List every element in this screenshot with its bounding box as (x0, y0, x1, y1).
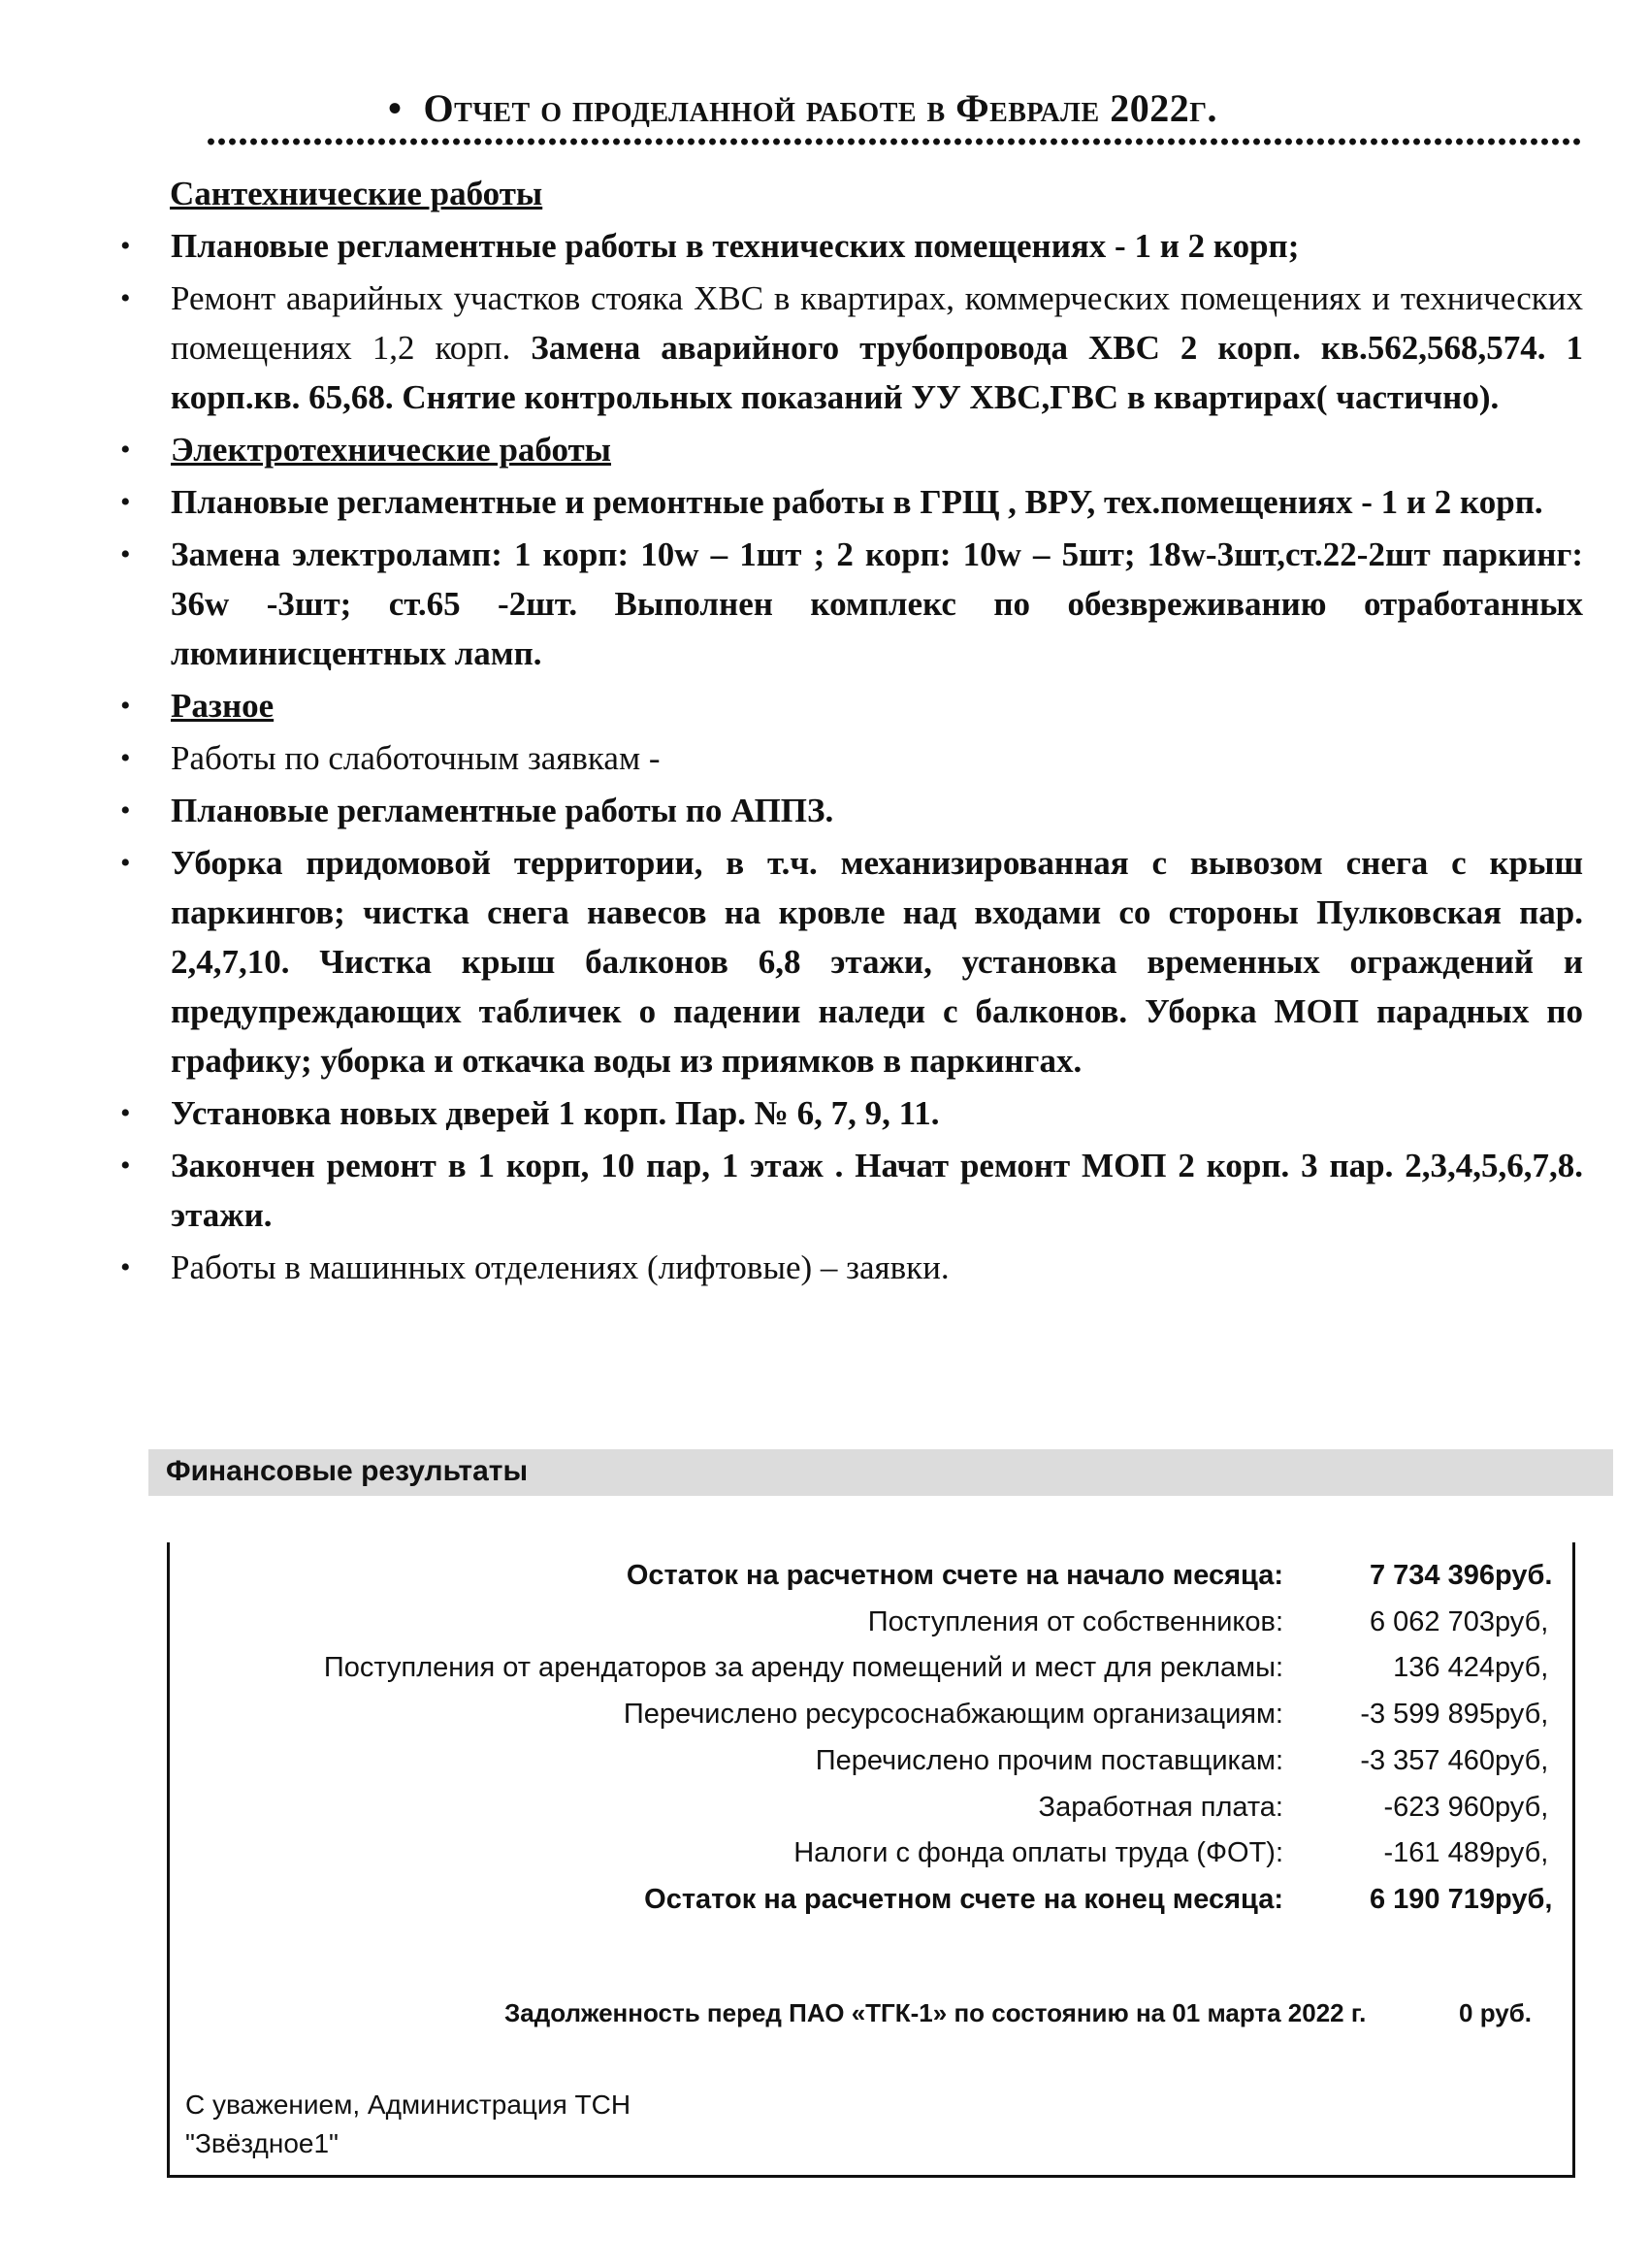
finance-row-amount: 7 734 396 (1369, 1560, 1495, 1591)
finance-box (167, 1542, 1575, 2178)
bullet-icon: • (120, 434, 131, 466)
finance-row (170, 1560, 1572, 1604)
work-item (116, 274, 1583, 422)
finance-row-label: Остаток на расчетном счете на начало месяца: (626, 1560, 1283, 1591)
work-item (116, 1141, 1583, 1240)
finance-row-amount: 6 190 719 (1369, 1884, 1495, 1915)
work-item-text: Работы по слаботочным заявкам - (171, 739, 661, 777)
finance-row (170, 1652, 1572, 1697)
work-item-text: Работы в машинных отделениях (лифтовые) – заявки. (171, 1248, 950, 1286)
finance-row (170, 1745, 1572, 1790)
finance-row-amount: -3 357 460 (1360, 1745, 1495, 1776)
bullet-icon: • (120, 538, 131, 570)
work-item-text: Разное (171, 687, 275, 725)
finance-row-label: Поступления от арендаторов за аренду помещений и мест для рекламы: (323, 1652, 1283, 1683)
work-item (116, 530, 1583, 678)
debt-value: 0 руб. (1459, 1998, 1532, 2027)
finance-row-currency: руб, (1495, 1606, 1549, 1637)
bullet-icon: • (120, 486, 131, 518)
finance-row-amount: -3 599 895 (1360, 1699, 1495, 1730)
signature-line-2: "Звёздное1" (185, 2128, 339, 2158)
bullet-icon: • (120, 282, 131, 314)
bullet-icon: • (120, 230, 131, 262)
finance-row (170, 1699, 1572, 1743)
finance-row-label: Поступления от собственников: (867, 1606, 1283, 1637)
finance-row-amount: -161 489 (1383, 1837, 1495, 1868)
report-title-text: Отчет о проделанной работе в Феврале 2022г. (423, 86, 1218, 130)
finance-row-currency: руб, (1495, 1699, 1549, 1730)
bullet-icon: • (120, 1150, 131, 1182)
work-item-text: Ремонт аварийных участков стояка ХВС в квартирах, коммерческих помещениях и технических помещениях 1,2 корп. (171, 279, 1583, 367)
finance-row-amount: -623 960 (1383, 1792, 1495, 1823)
finance-row-label: Остаток на расчетном счете на конец месяца: (644, 1884, 1283, 1915)
finance-row-currency: руб, (1495, 1837, 1549, 1868)
work-item-text: Замена аварийного трубопровода ХВС 2 корп. кв.562,568,574. 1 корп.кв. 65,68. Снятие контрольных показаний УУ ХВС,ГВС в квартирах( частично). (171, 329, 1583, 416)
bullet-icon: • (120, 847, 131, 879)
finance-row-label: Заработная плата: (1038, 1792, 1283, 1823)
finance-header (148, 1449, 1613, 1496)
finance-row (170, 1837, 1572, 1882)
finance-row-label: Перечислено ресурсоснабжающим организациям: (623, 1699, 1283, 1730)
work-list (116, 221, 1583, 1295)
finance-row (170, 1792, 1572, 1836)
report-title (388, 85, 1217, 131)
title-bullet: • (388, 86, 403, 130)
bullet-icon: • (120, 794, 131, 826)
work-item-text: Установка новых дверей 1 корп. Пар. № 6, 7, 9, 11. (171, 1094, 940, 1132)
finance-row-currency: руб, (1495, 1792, 1549, 1823)
plumbing-section-title: Сантехнические работы (170, 175, 543, 212)
work-item (116, 681, 1583, 730)
work-item (116, 733, 1583, 783)
work-item (116, 838, 1583, 1085)
bullet-icon: • (120, 1251, 131, 1283)
work-item-text: Закончен ремонт в 1 корп, 10 пар, 1 этаж . Начат ремонт МОП 2 корп. 3 пар. 2,3,4,5,6,7,8. этажи. (171, 1147, 1583, 1234)
signature (185, 2086, 630, 2163)
work-item-text: Плановые регламентные работы по АППЗ. (171, 792, 834, 829)
finance-row-currency: руб, (1495, 1745, 1549, 1776)
finance-row (170, 1884, 1572, 1928)
debt-text: Задолженность перед ПАО «ТГК-1» по состоянию на 01 марта 2022 г. (504, 1998, 1367, 2027)
finance-row-currency: руб, (1495, 1652, 1549, 1683)
finance-row-amount: 6 062 703 (1369, 1606, 1495, 1637)
finance-row-label: Налоги с фонда оплаты труда (ФОТ): (793, 1837, 1283, 1868)
finance-header-text: Финансовые результаты (166, 1455, 529, 1487)
finance-row-amount: 136 424 (1393, 1652, 1495, 1683)
debt-line (170, 1998, 1572, 2037)
work-item-text: Уборка придомовой территории, в т.ч. механизированная с вывозом снега с крыш паркингов; чистка снега навесов на кровле над входами со стороны Пулковская пар. 2,4,7,10. Чистка крыш балконов 6,8 этажи, установка временных ограждений и предупреждающих табличек о падении наледи с балконов. Уборка МОП парадных по графику; уборка и откачка воды из приямков в паркингах. (171, 844, 1583, 1080)
dotted-divider (206, 138, 1581, 146)
bullet-icon: • (120, 690, 131, 722)
work-item-text: Замена электроламп: 1 корп: 10w – 1шт ; 2 корп: 10w – 5шт; 18w-3шт,ст.22-2шт паркинг: 36w -3шт; ст.65 -2шт. Выполнен комплекс по обезвреживанию отработанных люминисцентных ламп. (171, 535, 1583, 672)
work-item-text: Плановые регламентные работы в технических помещениях - 1 и 2 корп; (171, 227, 1300, 265)
work-item (116, 786, 1583, 835)
finance-row-currency: руб. (1495, 1560, 1553, 1591)
work-item-text: Плановые регламентные и ремонтные работы в ГРЩ , ВРУ, тех.помещениях - 1 и 2 корп. (171, 483, 1543, 521)
finance-row-label: Перечислено прочим поставщикам: (815, 1745, 1283, 1776)
work-item (116, 1088, 1583, 1138)
finance-row (170, 1606, 1572, 1651)
work-item (116, 477, 1583, 527)
work-item (116, 425, 1583, 474)
finance-row-currency: руб, (1495, 1884, 1553, 1915)
bullet-icon: • (120, 742, 131, 774)
work-item-text: Электротехнические работы (171, 431, 612, 469)
work-item (116, 1243, 1583, 1292)
bullet-icon: • (120, 1097, 131, 1129)
signature-line-1: С уважением, Администрация ТСН (185, 2090, 631, 2120)
work-item (116, 221, 1583, 271)
